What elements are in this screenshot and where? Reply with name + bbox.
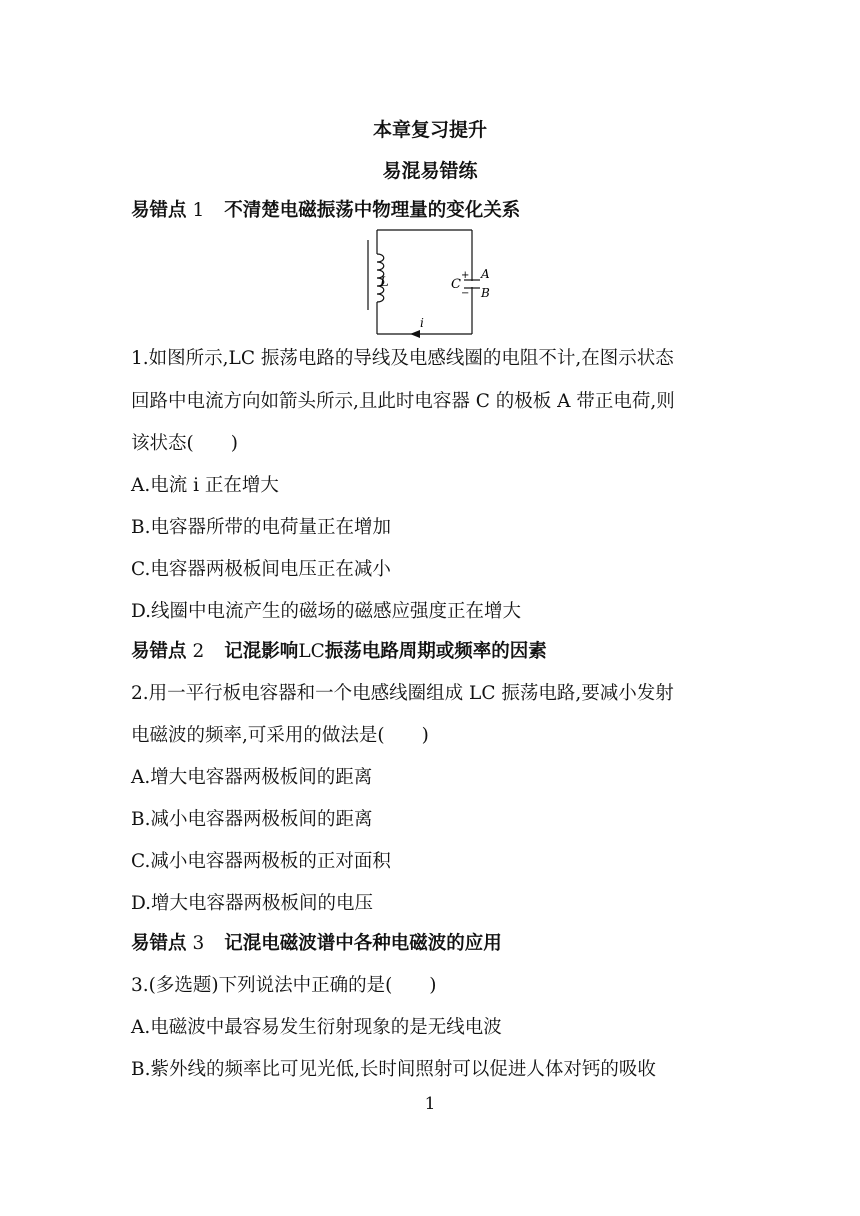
q2-line-2: 电磁波的频率,可采用的做法是( ) <box>131 725 429 746</box>
section-2-text-b: 振荡电路周期或频率的因素 <box>324 641 547 662</box>
q1-option-b: B.电容器所带的电荷量正在增加 <box>131 517 391 538</box>
q2-option-d: D.增大电容器两极板间的电压 <box>131 893 374 914</box>
section-2-number: 2 <box>192 641 205 662</box>
section-2-heading <box>131 637 547 663</box>
q3-option-a: A.电磁波中最容易发生衍射现象的是无线电波 <box>131 1017 502 1038</box>
section-1-text: 不清楚电磁振荡中物理量的变化关系 <box>224 200 521 221</box>
current-arrow-icon <box>410 330 420 338</box>
page-subtitle: 易混易错练 <box>382 160 478 182</box>
q1-line-2: 回路中电流方向如箭头所示,且此时电容器 C 的极板 A 带正电荷,则 <box>131 391 675 412</box>
minus-sign: − <box>461 288 470 299</box>
q2-option-c: C.减小电容器两极板的正对面积 <box>131 851 391 872</box>
section-1-number: 1 <box>192 200 205 221</box>
capacitor-label: C <box>451 277 461 292</box>
plate-b-label: B <box>481 286 490 300</box>
section-3-text: 记混电磁波谱中各种电磁波的应用 <box>224 933 502 954</box>
section-2-text-lc: LC <box>298 641 325 662</box>
q2-option-b: B.减小电容器两极板间的距离 <box>131 809 373 830</box>
section-3-number: 3 <box>192 933 205 954</box>
section-3-heading <box>131 929 502 955</box>
section-3-label: 易错点 <box>131 933 187 954</box>
plate-a-label: A <box>481 267 490 281</box>
q1-line-1: 1.如图所示,LC 振荡电路的导线及电感线圈的电阻不计,在图示状态 <box>131 348 674 369</box>
page-number: 1 <box>424 1094 436 1114</box>
q1-option-c: C.电容器两极板间电压正在减小 <box>131 559 391 580</box>
section-1-label: 易错点 <box>131 200 187 221</box>
inductor-label: L <box>380 275 389 290</box>
q1-option-d: D.线圈中电流产生的磁场的磁感应强度正在增大 <box>131 601 522 622</box>
section-2-text-a: 记混影响 <box>224 641 299 662</box>
lc-circuit-figure <box>360 226 510 338</box>
q1-line-3: 该状态( ) <box>131 433 238 454</box>
plus-sign: + <box>461 270 470 281</box>
q3-option-b: B.紫外线的频率比可见光低,长时间照射可以促进人体对钙的吸收 <box>131 1059 656 1080</box>
q3-line-1: 3.(多选题)下列说法中正确的是( ) <box>131 975 437 996</box>
q1-option-a: A.电流 i 正在增大 <box>131 475 279 496</box>
q2-line-1: 2.用一平行板电容器和一个电感线圈组成 LC 振荡电路,要减小发射 <box>131 683 674 704</box>
section-1-heading <box>131 196 520 222</box>
page-title: 本章复习提升 <box>372 119 487 141</box>
current-label: i <box>420 316 424 330</box>
section-2-label: 易错点 <box>131 641 187 662</box>
q2-option-a: A.增大电容器两极板间的距离 <box>131 767 373 788</box>
